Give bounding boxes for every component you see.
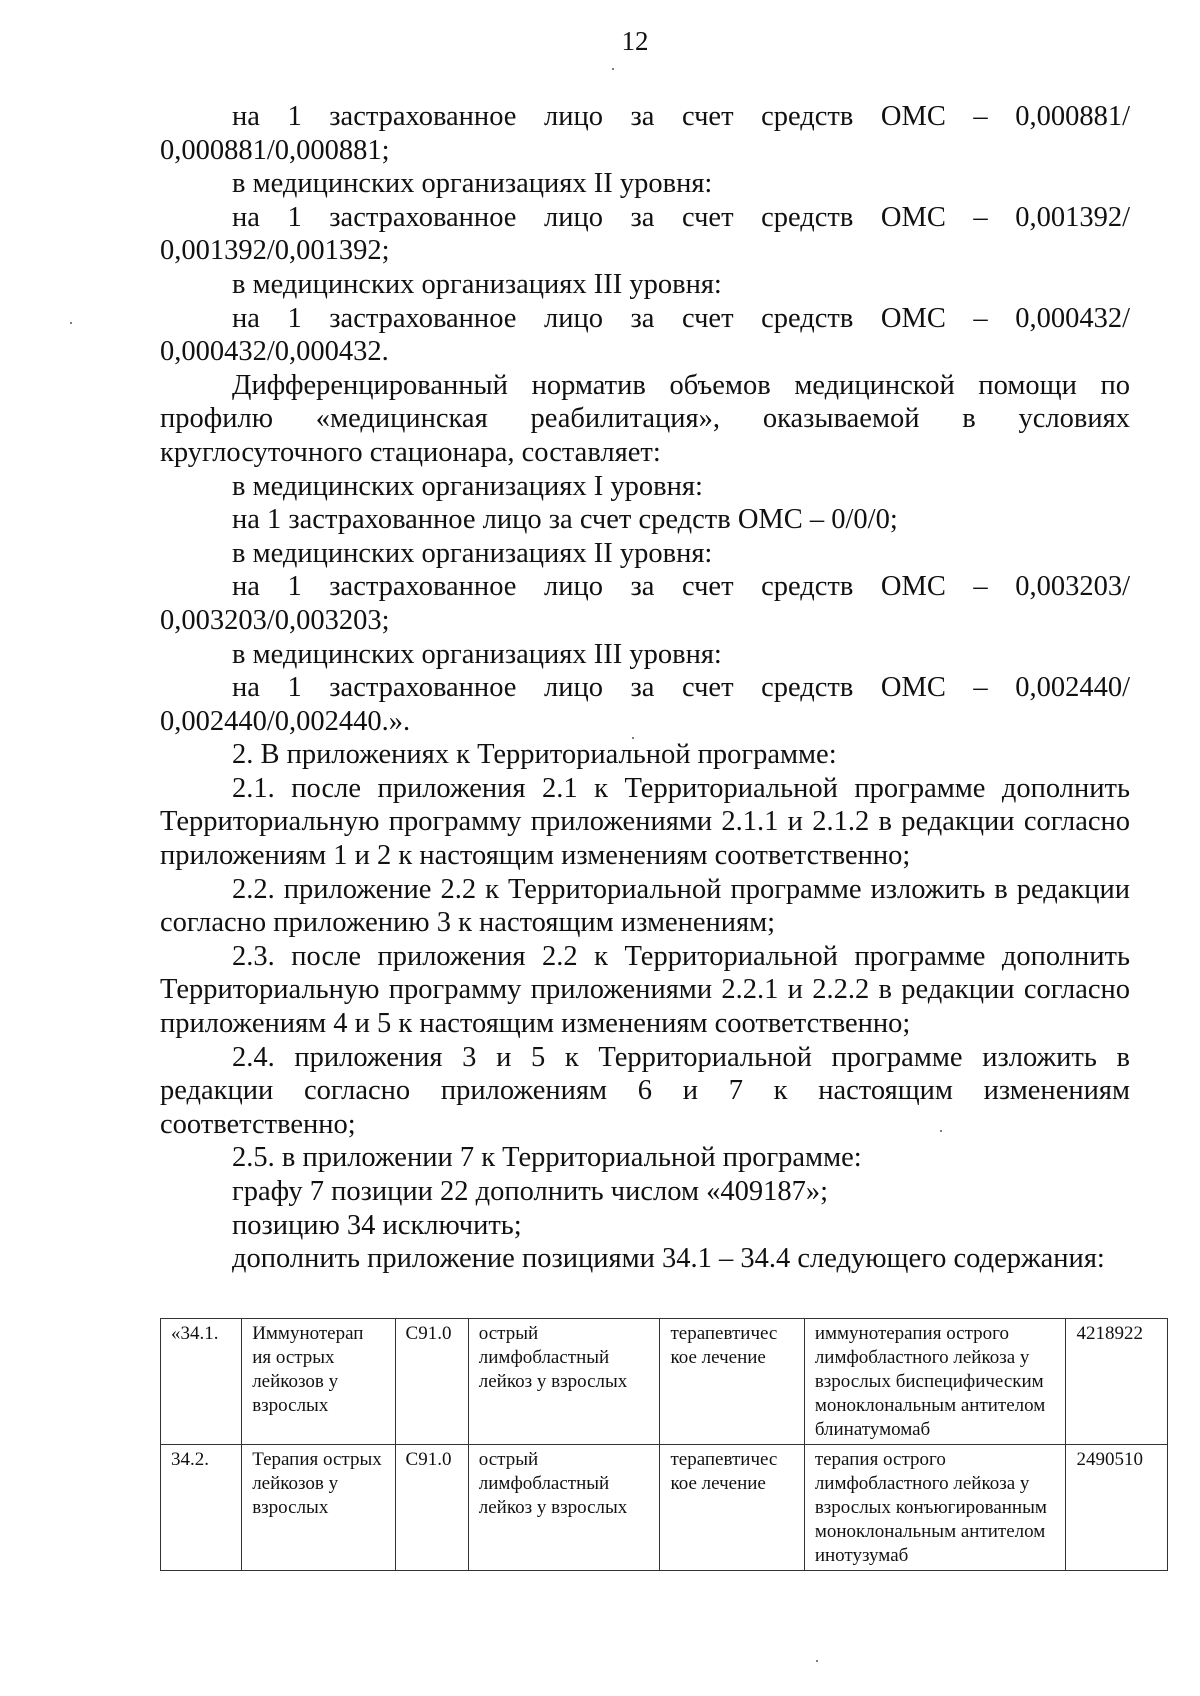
- icd-code-cell: C91.0: [395, 1319, 468, 1445]
- paragraph: 0,001392/0,001392;: [160, 235, 390, 267]
- paragraph: 2.3. после приложения 2.2 к Территориальной программе дополнить Территориальную программу приложениями 2.2.1 и 2.2.2 в редакции согласно приложениям 4 и 5 к настоящим изменениям соответственно;: [160, 940, 1130, 1040]
- paragraph: в медицинских организациях I уровня:: [232, 470, 703, 502]
- paragraph: графу 7 позиции 22 дополнить числом «409187»;: [232, 1176, 829, 1207]
- position-number-cell: «34.1.: [161, 1319, 242, 1445]
- table-row: [161, 1319, 1168, 1445]
- scan-speck: [940, 1130, 942, 1132]
- method-cell: терапия острого лимфобластного лейкоза у взрослых конъюгированным моноклональным антителом инотузумаб: [804, 1445, 1066, 1571]
- scan-speck: [612, 68, 614, 70]
- diagnosis-cell: острый лимфобластный лейкоз у взрослых: [468, 1445, 660, 1571]
- treatment-type-cell: терапевтичес кое лечение: [660, 1319, 804, 1445]
- paragraph: 2.1. после приложения 2.1 к Территориальной программе дополнить Территориальную программу приложениями 2.1.1 и 2.1.2 в редакции согласно приложениям 1 и 2 к настоящим изменениям соответственно;: [160, 772, 1130, 872]
- paragraph: в медицинских организациях II уровня:: [232, 537, 713, 569]
- table-row: [161, 1445, 1168, 1571]
- paragraph: дополнить приложение позициями 34.1 – 34.4 следующего содержания:: [232, 1243, 1105, 1275]
- treatment-type-cell: терапевтичес кое лечение: [660, 1445, 804, 1571]
- scan-speck: [816, 1660, 818, 1662]
- diagnosis-cell: острый лимфобластный лейкоз у взрослых: [468, 1319, 660, 1445]
- icd-code-cell: C91.0: [395, 1445, 468, 1571]
- paragraph: в медицинских организациях III уровня:: [232, 638, 722, 670]
- group-name-cell: Терапия острых лейкозов у взрослых: [242, 1445, 395, 1571]
- paragraph: в медицинских организациях III уровня:: [232, 268, 722, 300]
- paragraph: 2.5. в приложении 7 к Территориальной программе:: [232, 1142, 862, 1174]
- paragraph: на 1 застрахованное лицо за счет средств ОМС – 0,003203/: [232, 571, 1130, 603]
- paragraph: 0,002440/0,002440.».: [160, 705, 411, 737]
- paragraph: 2.4. приложения 3 и 5 к Территориальной программе изложить в редакции согласно приложениям 6 и 7 к настоящим изменениям соответственно;: [160, 1041, 1130, 1140]
- scan-speck: [632, 737, 634, 739]
- positions-table: [160, 1318, 1168, 1571]
- position-number-cell: 34.2.: [161, 1445, 242, 1571]
- paragraph: на 1 застрахованное лицо за счет средств ОМС – 0,000432/: [232, 302, 1130, 334]
- cost-cell: 2490510: [1066, 1445, 1168, 1571]
- paragraph: на 1 застрахованное лицо за счет средств ОМС – 0/0/0;: [232, 504, 898, 536]
- paragraph: Дифференцированный норматив объемов медицинской помощи по профилю «медицинская реабилитация», оказываемой в условиях круглосуточного стационара, составляет:: [160, 369, 1130, 468]
- page-number: 12: [621, 26, 649, 56]
- paragraph: 2. В приложениях к Территориальной программе:: [232, 739, 837, 771]
- paragraph: 0,000881/0,000881;: [160, 134, 390, 166]
- paragraph: в медицинских организациях II уровня:: [232, 168, 713, 200]
- paragraph: позицию 34 исключить;: [232, 1209, 522, 1241]
- paragraph: на 1 застрахованное лицо за счет средств ОМС – 0,001392/: [232, 201, 1130, 233]
- cost-cell: 4218922: [1066, 1319, 1168, 1445]
- paragraph: 2.2. приложение 2.2 к Территориальной программе изложить в редакции согласно приложению 3 к настоящим изменениям;: [160, 873, 1130, 939]
- group-name-cell: Иммунотерап ия острых лейкозов у взрослых: [242, 1319, 395, 1445]
- paragraph: на 1 застрахованное лицо за счет средств ОМС – 0,002440/: [232, 672, 1130, 704]
- scan-speck: [70, 322, 72, 324]
- paragraph: на 1 застрахованное лицо за счет средств ОМС – 0,000881/: [232, 101, 1130, 132]
- method-cell: иммунотерапия острого лимфобластного лейкоза у взрослых биспецифическим моноклональным антителом блинатумомаб: [804, 1319, 1066, 1445]
- paragraph: 0,003203/0,003203;: [160, 604, 390, 636]
- document-body: [160, 100, 1130, 1276]
- paragraph: 0,000432/0,000432.: [160, 336, 389, 368]
